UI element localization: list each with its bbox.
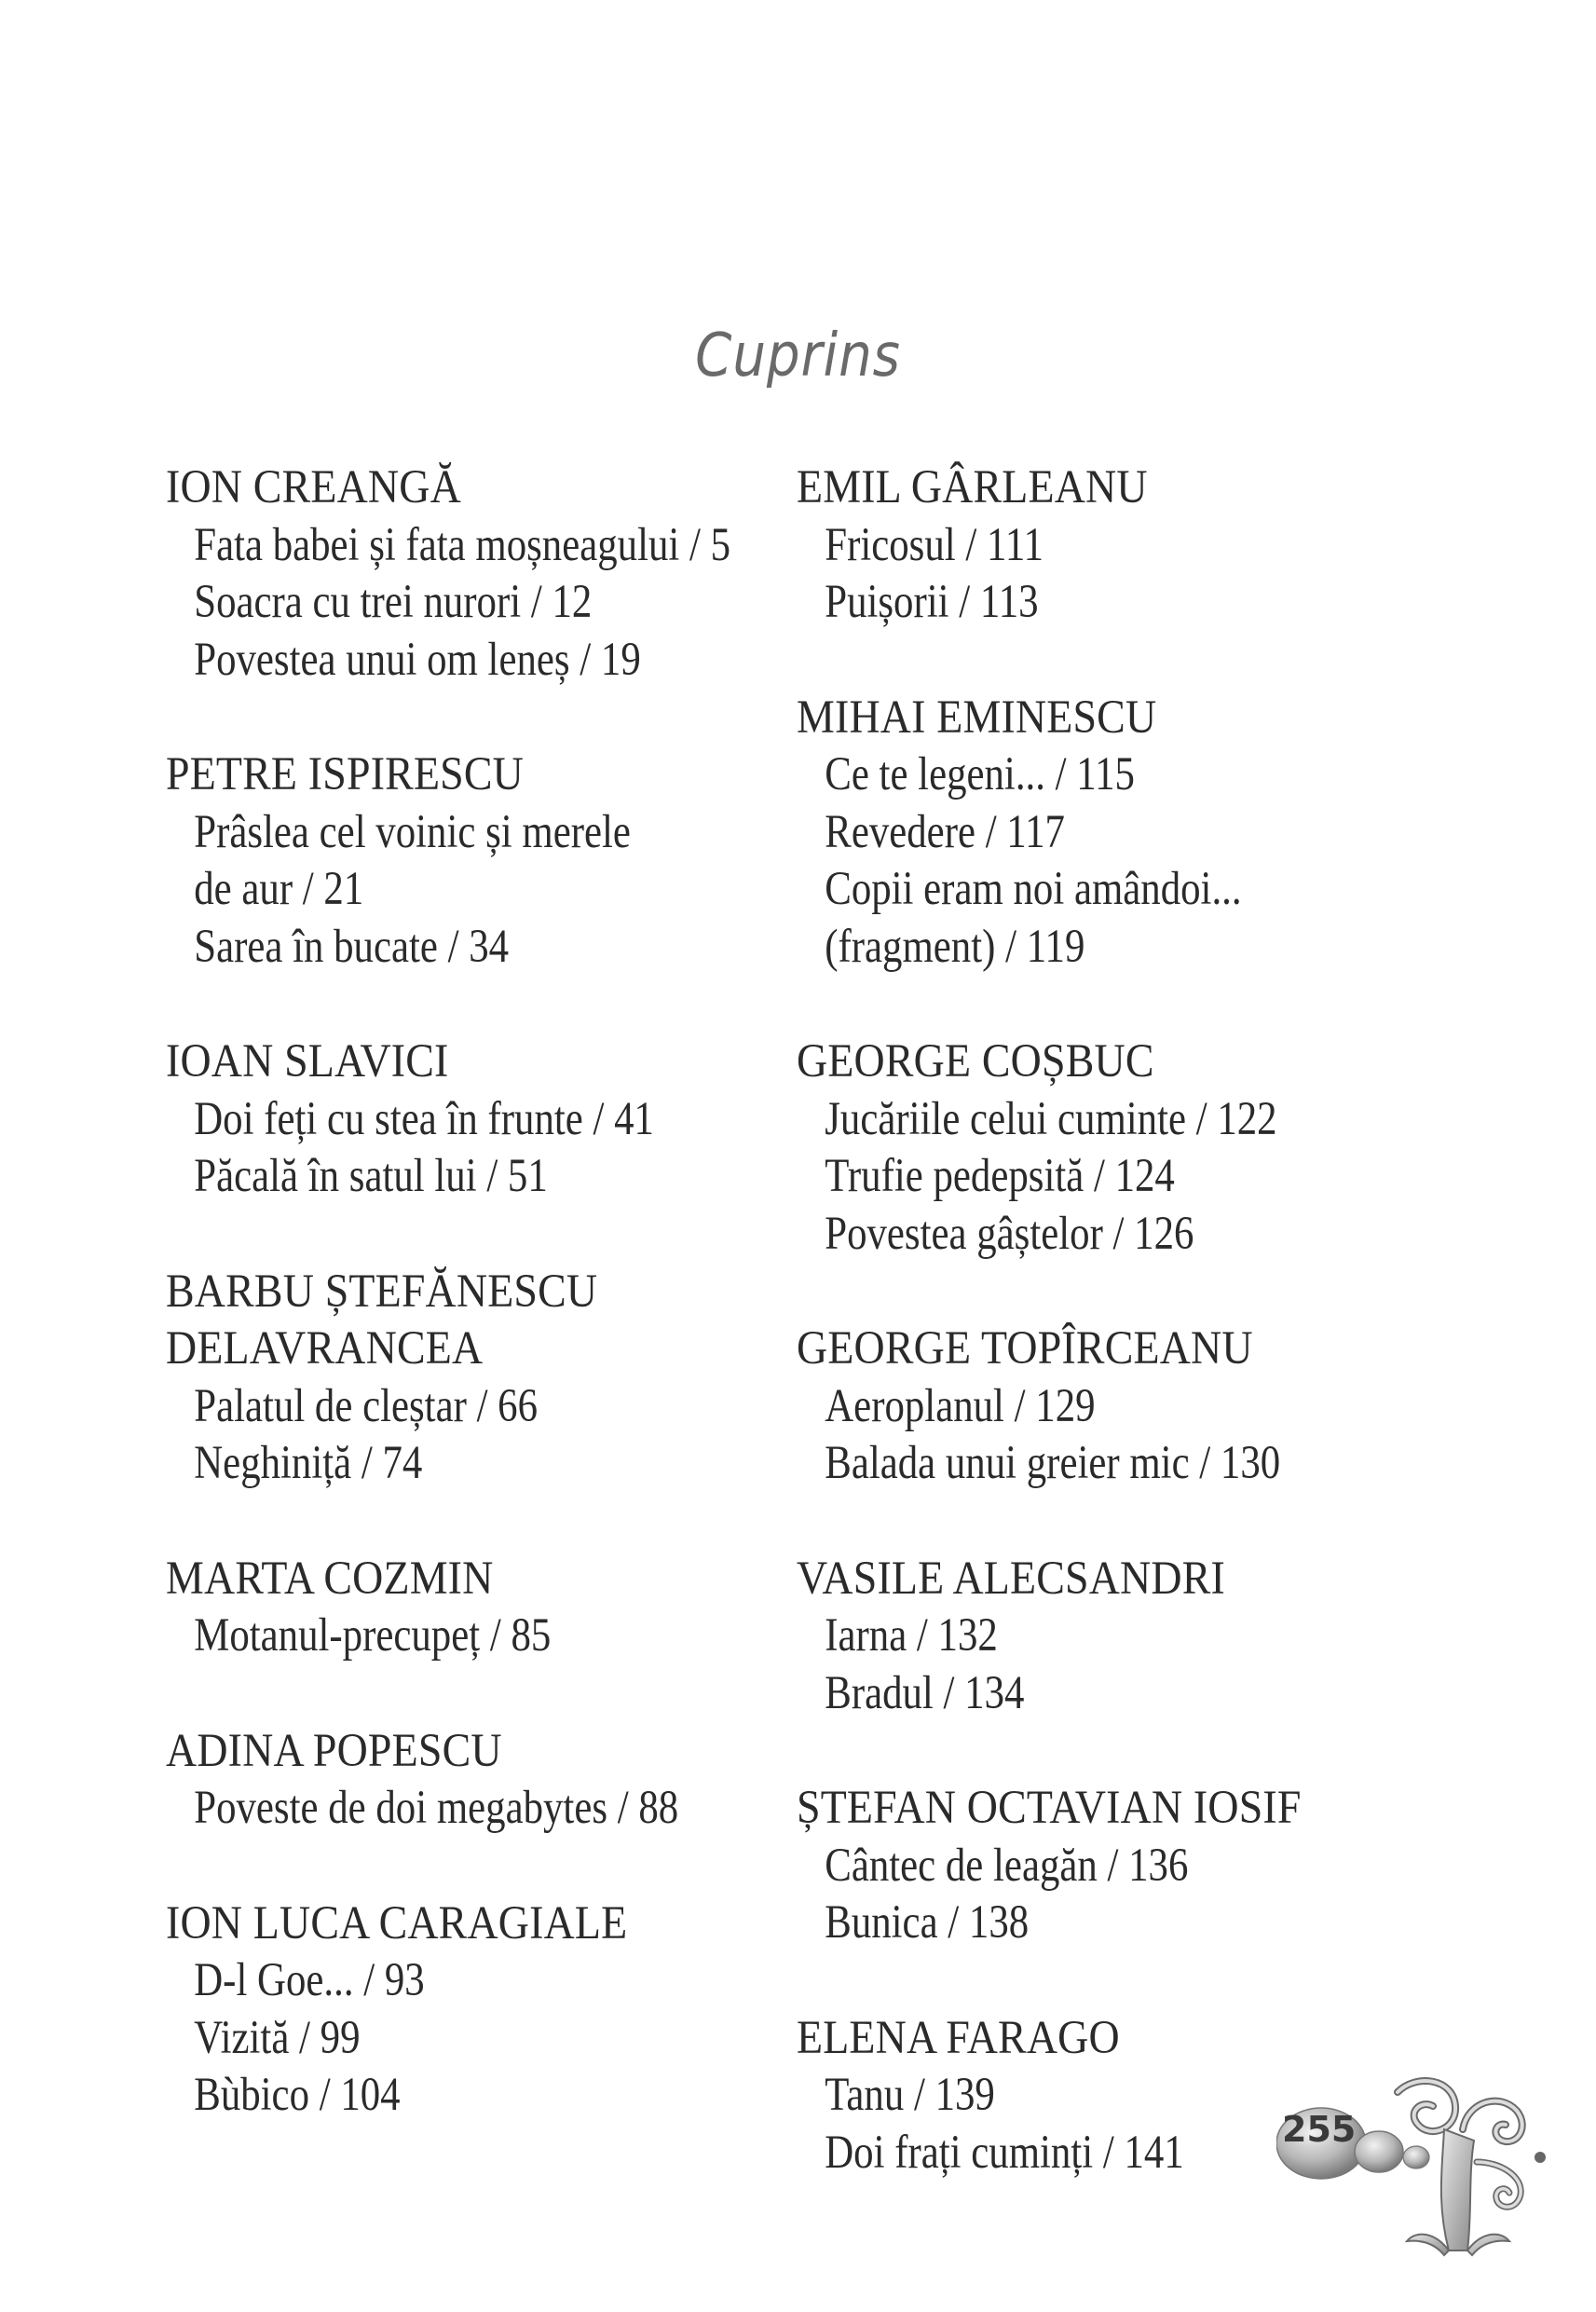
toc-entry[interactable]: D-l Goe... / 93: [194, 1954, 425, 2006]
author-name: EMIL GÂRLEANU: [797, 461, 1148, 513]
toc-entry[interactable]: (fragment) / 119: [825, 920, 1085, 973]
toc-entry[interactable]: Soacra cu trei nurori / 12: [194, 576, 593, 628]
toc-entry[interactable]: Aeroplanul / 129: [825, 1379, 1096, 1432]
page-number: 255: [1282, 2109, 1357, 2150]
author-name: MARTA COZMIN: [166, 1552, 494, 1605]
toc-entry[interactable]: Poveste de doi megabytes / 88: [194, 1782, 679, 1834]
toc-entry[interactable]: de aur / 21: [194, 863, 364, 915]
toc-entry[interactable]: Doi feți cu stea în frunte / 41: [194, 1092, 654, 1145]
swirl-ornament-icon: [1276, 2073, 1547, 2260]
toc-entry[interactable]: Jucăriile celui cuminte / 122: [825, 1092, 1277, 1145]
toc-entry[interactable]: Ce te legeni... / 115: [825, 748, 1135, 800]
author-name-line2: DELAVRANCEA: [166, 1322, 484, 1375]
author-name: ELENA FARAGO: [797, 2011, 1120, 2064]
toc-entry[interactable]: Neghiniță / 74: [194, 1437, 423, 1489]
toc-entry[interactable]: Puișorii / 113: [825, 576, 1039, 628]
toc-entry[interactable]: Trufie pedepsită / 124: [825, 1150, 1175, 1202]
toc-entry[interactable]: Doi frați cuminți / 141: [825, 2126, 1184, 2179]
toc-author-block: [797, 459, 1374, 632]
author-name: ȘTEFAN OCTAVIAN IOSIF: [797, 1782, 1302, 1834]
author-name: ION CREANGĂ: [166, 461, 461, 513]
toc-author-block: [797, 1033, 1374, 1263]
toc-entry[interactable]: Cântec de leagăn / 136: [825, 1839, 1189, 1892]
author-name: GEORGE COȘBUC: [797, 1035, 1154, 1088]
toc-entry[interactable]: Sarea în bucate / 34: [194, 920, 510, 973]
toc-entry[interactable]: Bradul / 134: [825, 1666, 1025, 1719]
page-title: Cuprins: [695, 321, 901, 390]
toc-entry[interactable]: Bunica / 138: [825, 1896, 1030, 1949]
toc-entry[interactable]: Bùbico / 104: [194, 2069, 401, 2121]
toc-entry[interactable]: Fata babei și fata moșneagului / 5: [194, 518, 731, 571]
author-name: GEORGE TOPÎRCEANU: [797, 1322, 1253, 1375]
toc-entry[interactable]: Păcală în satul lui / 51: [194, 1150, 548, 1202]
author-name: BARBU ȘTEFĂNESCU: [166, 1265, 598, 1318]
toc-entry[interactable]: Iarna / 132: [825, 1609, 998, 1662]
toc-entry[interactable]: Revedere / 117: [825, 805, 1065, 858]
toc-author-block: [166, 1723, 781, 1838]
author-name: MIHAI EMINESCU: [797, 691, 1157, 744]
author-name: IOAN SLAVICI: [166, 1035, 449, 1088]
author-name: ADINA POPESCU: [166, 1724, 502, 1777]
toc-left-column: [166, 459, 781, 2125]
toc-entry[interactable]: Povestea unui om leneș / 19: [194, 633, 641, 686]
toc-entry[interactable]: Tanu / 139: [825, 2069, 995, 2121]
author-name: PETRE ISPIRESCU: [166, 748, 525, 800]
toc-author-block: [797, 1320, 1374, 1493]
toc-author-block: [166, 1895, 781, 2125]
toc-author-block: [797, 1551, 1374, 1723]
toc-author-block: [166, 1264, 781, 1493]
toc-author-block: [797, 690, 1374, 977]
toc-author-block: [166, 459, 781, 689]
toc-right-column: [797, 459, 1374, 2182]
toc-author-block: [797, 1780, 1374, 1952]
toc-entry[interactable]: Prâslea cel voinic și merele: [194, 805, 631, 858]
author-name: VASILE ALECSANDRI: [797, 1552, 1225, 1605]
toc-entry[interactable]: Fricosul / 111: [825, 518, 1044, 571]
toc-entry[interactable]: Copii eram noi amândoi...: [825, 863, 1242, 915]
toc-author-block: [166, 1551, 781, 1665]
toc-entry[interactable]: Motanul-precupeț / 85: [194, 1609, 552, 1662]
toc-author-block: [166, 746, 781, 976]
toc-author-block: [166, 1033, 781, 1206]
toc-entry[interactable]: Balada unui greier mic / 130: [825, 1437, 1281, 1489]
toc-entry[interactable]: Povestea gâștelor / 126: [825, 1207, 1194, 1260]
toc-entry[interactable]: Palatul de cleștar / 66: [194, 1379, 539, 1432]
author-name: ION LUCA CARAGIALE: [166, 1896, 628, 1949]
toc-entry[interactable]: Vizită / 99: [194, 2011, 361, 2064]
